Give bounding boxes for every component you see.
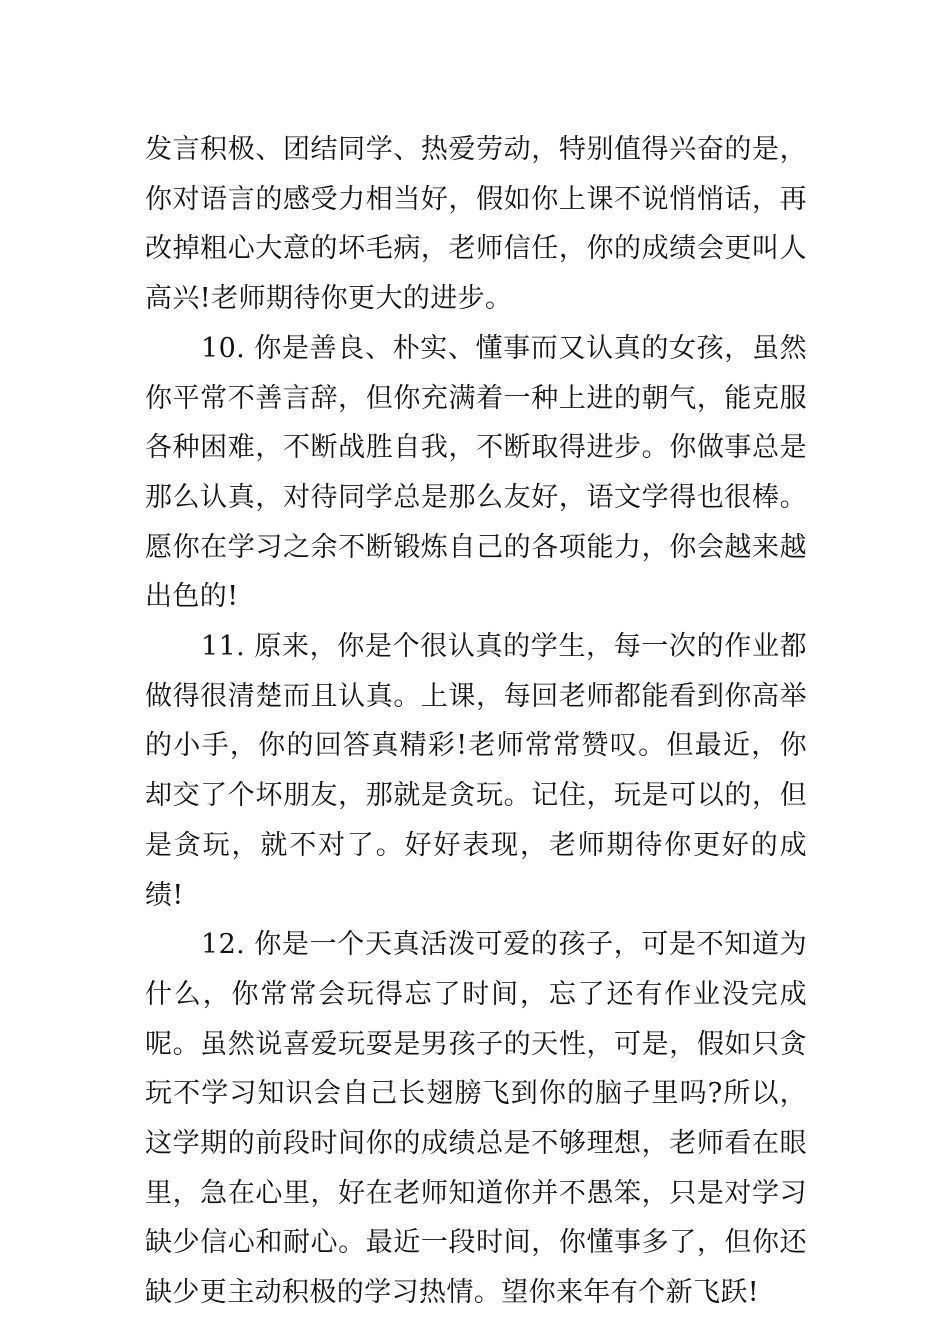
paragraph-item-12: 12. 你是一个天真活泼可爱的孩子，可是不知道为什么，你常常会玩得忘了时间，忘了还有作业没完成呢。虽然说喜爱玩耍是男孩子的天性，可是，假如只贪玩不学习知识会自己长翅膀飞到你的脑子里吗?所以，这学期的前段时间你的成绩总是不够理想，老师看在眼里，急在心里，好在老师知道你并不愚笨，只是对学习缺少信心和耐心。最近一段时间，你懂事多了，但你还缺少更主动积极的学习热情。望你来年有个新飞跃!: [145, 929, 807, 1309]
paragraph-item-10: 10. 你是善良、朴实、懂事而又认真的女孩，虽然你平常不善言辞，但你充满着一种上进的朝气，能克服各种困难，不断战胜自我，不断取得进步。你做事总是那么认真，对待同学总是那么友好，语文学得也很棒。愿你在学习之余不断锻炼自己的各项能力，你会越来越出色的!: [145, 332, 807, 613]
paragraph-item-11: 11. 原来，你是个很认真的学生，每一次的作业都做得很清楚而且认真。上课，每回老师都能看到你高举的小手，你的回答真精彩!老师常常赞叹。但最近，你却交了个坏朋友，那就是贪玩。记住，玩是可以的，但是贪玩，就不对了。好好表现，老师期待你更好的成绩!: [145, 631, 807, 911]
paragraph-continuation: 发言积极、团结同学、热爱劳动，特别值得兴奋的是，你对语言的感受力相当好，假如你上课不说悄悄话，再改掉粗心大意的坏毛病，老师信任，你的成绩会更叫人高兴!老师期待你更大的进步。: [145, 134, 807, 315]
document-body: [145, 125, 807, 1318]
